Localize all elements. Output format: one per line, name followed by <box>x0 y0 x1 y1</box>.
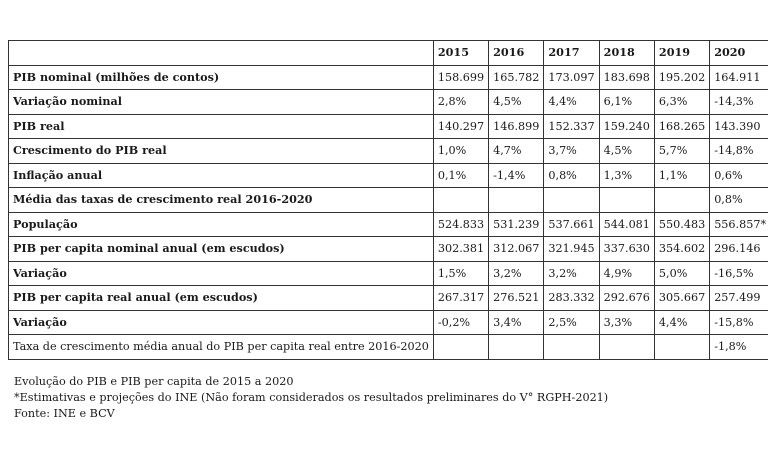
value-cell: 4,7% <box>489 139 544 164</box>
row-label: Média das taxas de crescimento real 2016-2020 <box>9 188 434 213</box>
value-cell: 537.661 <box>544 212 599 237</box>
value-cell: 143.390 <box>710 114 768 139</box>
row-label: População <box>9 212 434 237</box>
header-cell-2015: 2015 <box>433 41 488 66</box>
value-cell: 158.699 <box>433 65 488 90</box>
value-cell: 4,5% <box>489 90 544 115</box>
value-cell: 183.698 <box>599 65 654 90</box>
value-cell: 5,0% <box>654 261 709 286</box>
value-cell: -1,8% <box>710 335 768 360</box>
notes <box>14 374 608 422</box>
value-cell <box>489 188 544 213</box>
header-cell-2016: 2016 <box>489 41 544 66</box>
value-cell: 1,3% <box>599 163 654 188</box>
table-caption: Evolução do PIB e PIB per capita de 2015 a 2020 <box>14 375 294 388</box>
value-cell <box>654 188 709 213</box>
value-cell: 165.782 <box>489 65 544 90</box>
value-cell: 257.499 <box>710 286 768 311</box>
value-cell: 152.337 <box>544 114 599 139</box>
value-cell: 1,5% <box>433 261 488 286</box>
value-cell: 354.602 <box>654 237 709 262</box>
value-cell <box>599 335 654 360</box>
value-cell: 556.857* <box>710 212 768 237</box>
value-cell: 276.521 <box>489 286 544 311</box>
row-label: Variação <box>9 310 434 335</box>
value-cell: 4,4% <box>544 90 599 115</box>
value-cell: 4,5% <box>599 139 654 164</box>
value-cell: -16,5% <box>710 261 768 286</box>
value-cell: 292.676 <box>599 286 654 311</box>
value-cell: 2,5% <box>544 310 599 335</box>
value-cell <box>433 188 488 213</box>
value-cell: 1,1% <box>654 163 709 188</box>
row-label: PIB per capita real anual (em escudos) <box>9 286 434 311</box>
table-row <box>9 163 768 188</box>
gdp-table <box>8 40 768 360</box>
value-cell: 6,3% <box>654 90 709 115</box>
value-cell: 321.945 <box>544 237 599 262</box>
value-cell: 0,8% <box>710 188 768 213</box>
value-cell <box>544 188 599 213</box>
value-cell: 4,9% <box>599 261 654 286</box>
value-cell: 164.911 <box>710 65 768 90</box>
value-cell: 0,8% <box>544 163 599 188</box>
row-label: Crescimento do PIB real <box>9 139 434 164</box>
value-cell: 283.332 <box>544 286 599 311</box>
value-cell: 296.146 <box>710 237 768 262</box>
value-cell: 2,8% <box>433 90 488 115</box>
table-row <box>9 65 768 90</box>
value-cell: 3,3% <box>599 310 654 335</box>
header-cell-2019: 2019 <box>654 41 709 66</box>
table-row <box>9 237 768 262</box>
value-cell: 3,4% <box>489 310 544 335</box>
value-cell: 146.899 <box>489 114 544 139</box>
value-cell: 3,2% <box>544 261 599 286</box>
header-row <box>9 41 768 66</box>
table-row <box>9 114 768 139</box>
table-row <box>9 335 768 360</box>
value-cell: 195.202 <box>654 65 709 90</box>
table-row <box>9 261 768 286</box>
value-cell: -14,8% <box>710 139 768 164</box>
source-note: Fonte: INE e BCV <box>14 407 115 420</box>
value-cell: 337.630 <box>599 237 654 262</box>
value-cell: 173.097 <box>544 65 599 90</box>
table-body <box>9 65 768 359</box>
value-cell: -14,3% <box>710 90 768 115</box>
header-cell-2017: 2017 <box>544 41 599 66</box>
header-cell-label <box>9 41 434 66</box>
row-label: PIB real <box>9 114 434 139</box>
footnote: *Estimativas e projeções do INE (Não foram considerados os resultados preliminares do V° RGPH-2021) <box>14 391 609 404</box>
row-label: Variação <box>9 261 434 286</box>
value-cell: 531.239 <box>489 212 544 237</box>
value-cell: 0,1% <box>433 163 488 188</box>
value-cell: 305.667 <box>654 286 709 311</box>
value-cell: 267.317 <box>433 286 488 311</box>
value-cell: 312.067 <box>489 237 544 262</box>
table-row <box>9 188 768 213</box>
table-row <box>9 139 768 164</box>
value-cell: 544.081 <box>599 212 654 237</box>
row-label: Taxa de crescimento média anual do PIB per capita real entre 2016-2020 <box>9 335 434 360</box>
value-cell <box>654 335 709 360</box>
value-cell: 524.833 <box>433 212 488 237</box>
header-cell-2018: 2018 <box>599 41 654 66</box>
table-row <box>9 286 768 311</box>
value-cell: 1,0% <box>433 139 488 164</box>
value-cell: 159.240 <box>599 114 654 139</box>
value-cell: 168.265 <box>654 114 709 139</box>
value-cell <box>599 188 654 213</box>
table-container <box>8 40 768 360</box>
row-label: PIB nominal (milhões de contos) <box>9 65 434 90</box>
value-cell: -15,8% <box>710 310 768 335</box>
value-cell: 3,7% <box>544 139 599 164</box>
value-cell: 0,6% <box>710 163 768 188</box>
value-cell: 302.381 <box>433 237 488 262</box>
table-row <box>9 310 768 335</box>
value-cell: 140.297 <box>433 114 488 139</box>
value-cell: 3,2% <box>489 261 544 286</box>
value-cell: -1,4% <box>489 163 544 188</box>
value-cell <box>544 335 599 360</box>
row-label: PIB per capita nominal anual (em escudos) <box>9 237 434 262</box>
table-row <box>9 212 768 237</box>
row-label: Variação nominal <box>9 90 434 115</box>
value-cell <box>489 335 544 360</box>
value-cell: 5,7% <box>654 139 709 164</box>
value-cell: -0,2% <box>433 310 488 335</box>
row-label: Inflação anual <box>9 163 434 188</box>
table-row <box>9 90 768 115</box>
value-cell: 6,1% <box>599 90 654 115</box>
header-cell-2020: 2020 <box>710 41 768 66</box>
value-cell: 550.483 <box>654 212 709 237</box>
value-cell <box>433 335 488 360</box>
value-cell: 4,4% <box>654 310 709 335</box>
